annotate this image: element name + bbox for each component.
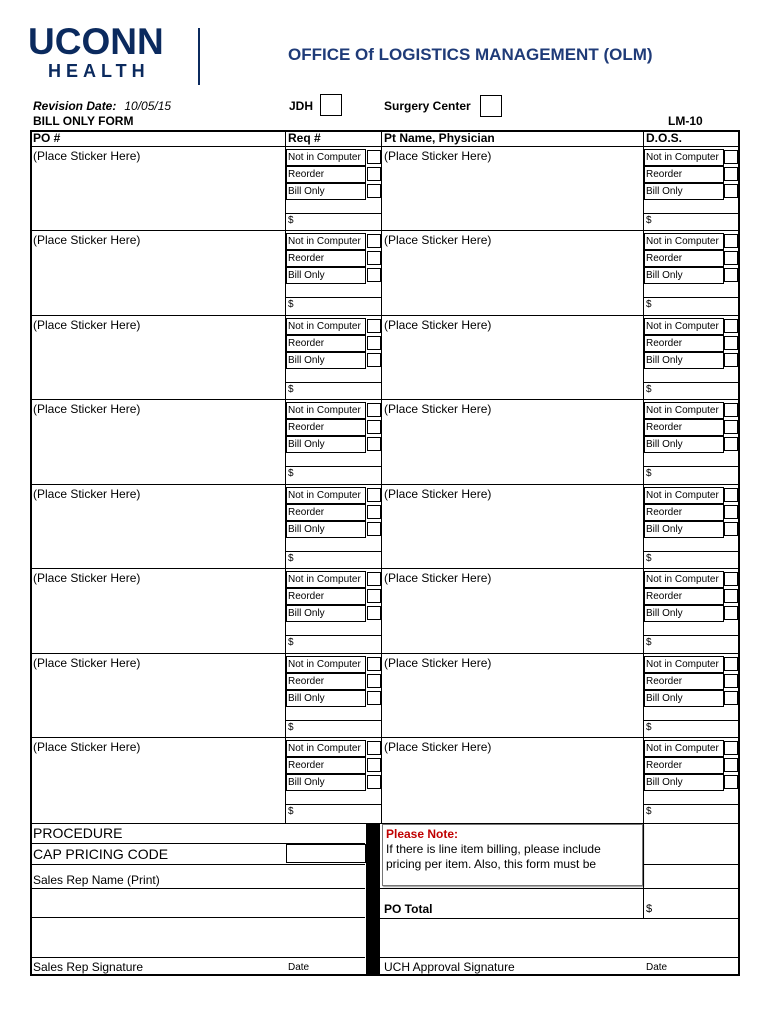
dos-option-checkbox[interactable] bbox=[724, 251, 738, 265]
surgery-center-checkbox[interactable] bbox=[480, 95, 502, 117]
page-title: OFFICE Of LOGISTICS MANAGEMENT (OLM) bbox=[288, 45, 653, 64]
dos-amount-line bbox=[644, 297, 740, 298]
req-option-reorder: Reorder bbox=[286, 757, 366, 774]
req-amount-line bbox=[286, 466, 381, 467]
req-option-not-in-computer: Not in Computer bbox=[286, 571, 366, 588]
dos-option-bill-only: Bill Only bbox=[644, 605, 724, 622]
dos-amount-dollar: $ bbox=[646, 637, 652, 648]
logo-health: HEALTH bbox=[48, 61, 150, 81]
col-header-req: Req # bbox=[288, 131, 321, 145]
req-option-checkbox[interactable] bbox=[367, 319, 381, 333]
please-note-box bbox=[382, 824, 643, 886]
dos-option-not-in-computer: Not in Computer bbox=[644, 656, 724, 673]
patient-sticker-area[interactable]: (Place Sticker Here) bbox=[384, 233, 492, 247]
dos-option-not-in-computer: Not in Computer bbox=[644, 571, 724, 588]
form-name: BILL ONLY FORM bbox=[33, 114, 134, 128]
note-title: Please Note: bbox=[386, 827, 459, 841]
sales-rep-name-label: Sales Rep Name (Print) bbox=[33, 873, 160, 887]
req-amount-dollar: $ bbox=[288, 299, 294, 310]
surgery-center-label: Surgery Center bbox=[384, 99, 471, 113]
dos-option-not-in-computer: Not in Computer bbox=[644, 233, 724, 250]
dos-amount-line bbox=[644, 551, 740, 552]
dos-option-checkbox[interactable] bbox=[724, 167, 738, 181]
req-amount-dollar: $ bbox=[288, 722, 294, 733]
req-option-bill-only: Bill Only bbox=[286, 436, 366, 453]
req-amount-dollar: $ bbox=[288, 806, 294, 817]
dos-option-checkbox[interactable] bbox=[724, 589, 738, 603]
dos-option-bill-only: Bill Only bbox=[644, 690, 724, 707]
dos-option-reorder: Reorder bbox=[644, 673, 724, 690]
req-option-checkbox[interactable] bbox=[367, 403, 381, 417]
dos-amount-dollar: $ bbox=[646, 553, 652, 564]
column-divider bbox=[381, 130, 382, 824]
req-option-not-in-computer: Not in Computer bbox=[286, 656, 366, 673]
dos-option-bill-only: Bill Only bbox=[644, 352, 724, 369]
dos-amount-line bbox=[644, 804, 740, 805]
dos-option-checkbox[interactable] bbox=[724, 572, 738, 586]
footer-line bbox=[380, 957, 740, 958]
req-option-checkbox[interactable] bbox=[367, 775, 381, 789]
req-option-checkbox[interactable] bbox=[367, 488, 381, 502]
dos-option-reorder: Reorder bbox=[644, 335, 724, 352]
req-option-checkbox[interactable] bbox=[367, 150, 381, 164]
dos-option-bill-only: Bill Only bbox=[644, 436, 724, 453]
dos-option-reorder: Reorder bbox=[644, 588, 724, 605]
procedure-label: PROCEDURE bbox=[33, 825, 123, 841]
dos-option-checkbox[interactable] bbox=[724, 234, 738, 248]
dos-amount-dollar: $ bbox=[646, 806, 652, 817]
dos-amount-dollar: $ bbox=[646, 468, 652, 479]
req-amount-dollar: $ bbox=[288, 468, 294, 479]
req-option-checkbox[interactable] bbox=[367, 437, 381, 451]
req-option-checkbox[interactable] bbox=[367, 184, 381, 198]
row-divider bbox=[30, 653, 740, 654]
footer-line bbox=[30, 864, 365, 865]
po-total-label: PO Total bbox=[384, 902, 433, 916]
dos-option-checkbox[interactable] bbox=[724, 488, 738, 502]
footer-separator bbox=[366, 824, 380, 976]
req-amount-line bbox=[286, 720, 381, 721]
req-option-reorder: Reorder bbox=[286, 250, 366, 267]
req-amount-dollar: $ bbox=[288, 553, 294, 564]
uch-date-label: Date bbox=[646, 962, 668, 973]
req-option-checkbox[interactable] bbox=[367, 336, 381, 350]
dos-option-not-in-computer: Not in Computer bbox=[644, 149, 724, 166]
column-divider bbox=[285, 130, 286, 824]
req-option-not-in-computer: Not in Computer bbox=[286, 740, 366, 757]
footer-line bbox=[380, 918, 740, 919]
col-header-po: PO # bbox=[33, 131, 61, 145]
logo-uconn: UCONN bbox=[28, 21, 164, 62]
dos-option-bill-only: Bill Only bbox=[644, 521, 724, 538]
revision-value: 10/05/15 bbox=[124, 99, 172, 113]
dos-option-checkbox[interactable] bbox=[724, 319, 738, 333]
dos-option-checkbox[interactable] bbox=[724, 437, 738, 451]
dos-option-reorder: Reorder bbox=[644, 419, 724, 436]
dos-amount-line bbox=[644, 382, 740, 383]
dos-option-checkbox[interactable] bbox=[724, 336, 738, 350]
col-header-dos: D.O.S. bbox=[646, 131, 683, 145]
po-sticker-area[interactable]: (Place Sticker Here) bbox=[33, 149, 141, 163]
footer-line bbox=[30, 957, 365, 958]
req-option-bill-only: Bill Only bbox=[286, 183, 366, 200]
column-divider bbox=[643, 130, 644, 824]
dos-option-checkbox[interactable] bbox=[724, 606, 738, 620]
req-option-checkbox[interactable] bbox=[367, 353, 381, 367]
req-option-checkbox[interactable] bbox=[367, 674, 381, 688]
dos-option-checkbox[interactable] bbox=[724, 691, 738, 705]
dos-amount-dollar: $ bbox=[646, 384, 652, 395]
row-divider bbox=[30, 568, 740, 569]
dos-option-not-in-computer: Not in Computer bbox=[644, 487, 724, 504]
req-amount-dollar: $ bbox=[288, 215, 294, 226]
req-option-reorder: Reorder bbox=[286, 166, 366, 183]
patient-sticker-area[interactable]: (Place Sticker Here) bbox=[384, 656, 492, 670]
dos-option-checkbox[interactable] bbox=[724, 741, 738, 755]
po-sticker-area[interactable]: (Place Sticker Here) bbox=[33, 740, 141, 754]
req-option-bill-only: Bill Only bbox=[286, 774, 366, 791]
req-option-bill-only: Bill Only bbox=[286, 267, 366, 284]
req-option-not-in-computer: Not in Computer bbox=[286, 233, 366, 250]
req-option-bill-only: Bill Only bbox=[286, 605, 366, 622]
sales-rep-signature-label: Sales Rep Signature bbox=[33, 960, 144, 974]
patient-sticker-area[interactable]: (Place Sticker Here) bbox=[384, 318, 492, 332]
dos-option-checkbox[interactable] bbox=[724, 150, 738, 164]
req-option-checkbox[interactable] bbox=[367, 657, 381, 671]
po-total-dollar: $ bbox=[646, 903, 653, 915]
req-option-reorder: Reorder bbox=[286, 419, 366, 436]
note-body: If there is line item billing, please include pricing per item. Also, this form must be bbox=[386, 842, 601, 871]
req-amount-dollar: $ bbox=[288, 384, 294, 395]
jdh-label: JDH bbox=[289, 99, 314, 113]
req-option-checkbox[interactable] bbox=[367, 234, 381, 248]
po-sticker-area[interactable]: (Place Sticker Here) bbox=[33, 487, 141, 501]
req-option-checkbox[interactable] bbox=[367, 420, 381, 434]
req-option-checkbox[interactable] bbox=[367, 167, 381, 181]
req-option-reorder: Reorder bbox=[286, 673, 366, 690]
logo-divider bbox=[198, 28, 200, 85]
req-option-reorder: Reorder bbox=[286, 335, 366, 352]
patient-sticker-area[interactable]: (Place Sticker Here) bbox=[384, 740, 492, 754]
cap-pricing-input[interactable] bbox=[286, 844, 366, 863]
dos-option-checkbox[interactable] bbox=[724, 420, 738, 434]
patient-sticker-area[interactable]: (Place Sticker Here) bbox=[384, 149, 492, 163]
patient-sticker-area[interactable]: (Place Sticker Here) bbox=[384, 487, 492, 501]
dos-option-checkbox[interactable] bbox=[724, 505, 738, 519]
req-amount-dollar: $ bbox=[288, 637, 294, 648]
sales-rep-name-field[interactable] bbox=[30, 888, 365, 918]
dos-option-reorder: Reorder bbox=[644, 504, 724, 521]
dos-amount-dollar: $ bbox=[646, 722, 652, 733]
req-amount-line bbox=[286, 635, 381, 636]
req-option-checkbox[interactable] bbox=[367, 505, 381, 519]
form-code: LM-10 bbox=[668, 114, 703, 128]
dos-option-reorder: Reorder bbox=[644, 757, 724, 774]
req-option-bill-only: Bill Only bbox=[286, 690, 366, 707]
req-option-checkbox[interactable] bbox=[367, 268, 381, 282]
req-amount-line bbox=[286, 382, 381, 383]
dos-option-checkbox[interactable] bbox=[724, 522, 738, 536]
revision-date bbox=[33, 99, 171, 113]
req-option-checkbox[interactable] bbox=[367, 251, 381, 265]
dos-option-checkbox[interactable] bbox=[724, 674, 738, 688]
dos-amount-line bbox=[644, 635, 740, 636]
req-option-checkbox[interactable] bbox=[367, 522, 381, 536]
row-divider bbox=[30, 230, 740, 231]
dos-option-checkbox[interactable] bbox=[724, 268, 738, 282]
footer-line bbox=[380, 888, 740, 889]
revision-label: Revision Date: bbox=[33, 99, 117, 113]
col-header-patient: Pt Name, Physician bbox=[384, 131, 495, 145]
cap-pricing-label: CAP PRICING CODE bbox=[33, 846, 169, 862]
po-sticker-area[interactable]: (Place Sticker Here) bbox=[33, 233, 141, 247]
req-option-not-in-computer: Not in Computer bbox=[286, 318, 366, 335]
req-option-checkbox[interactable] bbox=[367, 758, 381, 772]
patient-sticker-area[interactable]: (Place Sticker Here) bbox=[384, 402, 492, 416]
req-amount-line bbox=[286, 804, 381, 805]
po-sticker-area[interactable]: (Place Sticker Here) bbox=[33, 318, 141, 332]
dos-amount-line bbox=[644, 720, 740, 721]
dos-option-reorder: Reorder bbox=[644, 166, 724, 183]
dos-option-not-in-computer: Not in Computer bbox=[644, 740, 724, 757]
dos-amount-line bbox=[644, 213, 740, 214]
dos-option-not-in-computer: Not in Computer bbox=[644, 318, 724, 335]
dos-amount-dollar: $ bbox=[646, 299, 652, 310]
header-divider bbox=[30, 146, 740, 147]
req-option-reorder: Reorder bbox=[286, 588, 366, 605]
uch-approval-label: UCH Approval Signature bbox=[384, 960, 515, 974]
dos-amount-line bbox=[644, 466, 740, 467]
dos-option-checkbox[interactable] bbox=[724, 657, 738, 671]
po-sticker-area[interactable]: (Place Sticker Here) bbox=[33, 402, 141, 416]
dos-amount-dollar: $ bbox=[646, 215, 652, 226]
row-divider bbox=[30, 399, 740, 400]
row-divider bbox=[30, 737, 740, 738]
req-option-not-in-computer: Not in Computer bbox=[286, 487, 366, 504]
dos-option-not-in-computer: Not in Computer bbox=[644, 402, 724, 419]
footer-line bbox=[643, 864, 740, 865]
dos-option-checkbox[interactable] bbox=[724, 403, 738, 417]
dos-option-checkbox[interactable] bbox=[724, 775, 738, 789]
req-option-checkbox[interactable] bbox=[367, 589, 381, 603]
req-option-not-in-computer: Not in Computer bbox=[286, 149, 366, 166]
dos-option-bill-only: Bill Only bbox=[644, 267, 724, 284]
dos-option-bill-only: Bill Only bbox=[644, 183, 724, 200]
req-option-checkbox[interactable] bbox=[367, 572, 381, 586]
req-option-checkbox[interactable] bbox=[367, 741, 381, 755]
req-option-bill-only: Bill Only bbox=[286, 521, 366, 538]
dos-option-checkbox[interactable] bbox=[724, 184, 738, 198]
req-option-bill-only: Bill Only bbox=[286, 352, 366, 369]
req-amount-line bbox=[286, 551, 381, 552]
dos-option-bill-only: Bill Only bbox=[644, 774, 724, 791]
dos-option-checkbox[interactable] bbox=[724, 758, 738, 772]
req-option-not-in-computer: Not in Computer bbox=[286, 402, 366, 419]
po-sticker-area[interactable]: (Place Sticker Here) bbox=[33, 656, 141, 670]
req-option-checkbox[interactable] bbox=[367, 606, 381, 620]
dos-option-checkbox[interactable] bbox=[724, 353, 738, 367]
sales-rep-date-label: Date bbox=[288, 962, 310, 973]
req-amount-line bbox=[286, 213, 381, 214]
footer-vline bbox=[643, 824, 644, 919]
row-divider bbox=[30, 484, 740, 485]
po-sticker-area[interactable]: (Place Sticker Here) bbox=[33, 571, 141, 585]
dos-option-reorder: Reorder bbox=[644, 250, 724, 267]
patient-sticker-area[interactable]: (Place Sticker Here) bbox=[384, 571, 492, 585]
row-divider bbox=[30, 315, 740, 316]
req-amount-line bbox=[286, 297, 381, 298]
jdh-checkbox[interactable] bbox=[320, 94, 342, 116]
req-option-checkbox[interactable] bbox=[367, 691, 381, 705]
req-option-reorder: Reorder bbox=[286, 504, 366, 521]
